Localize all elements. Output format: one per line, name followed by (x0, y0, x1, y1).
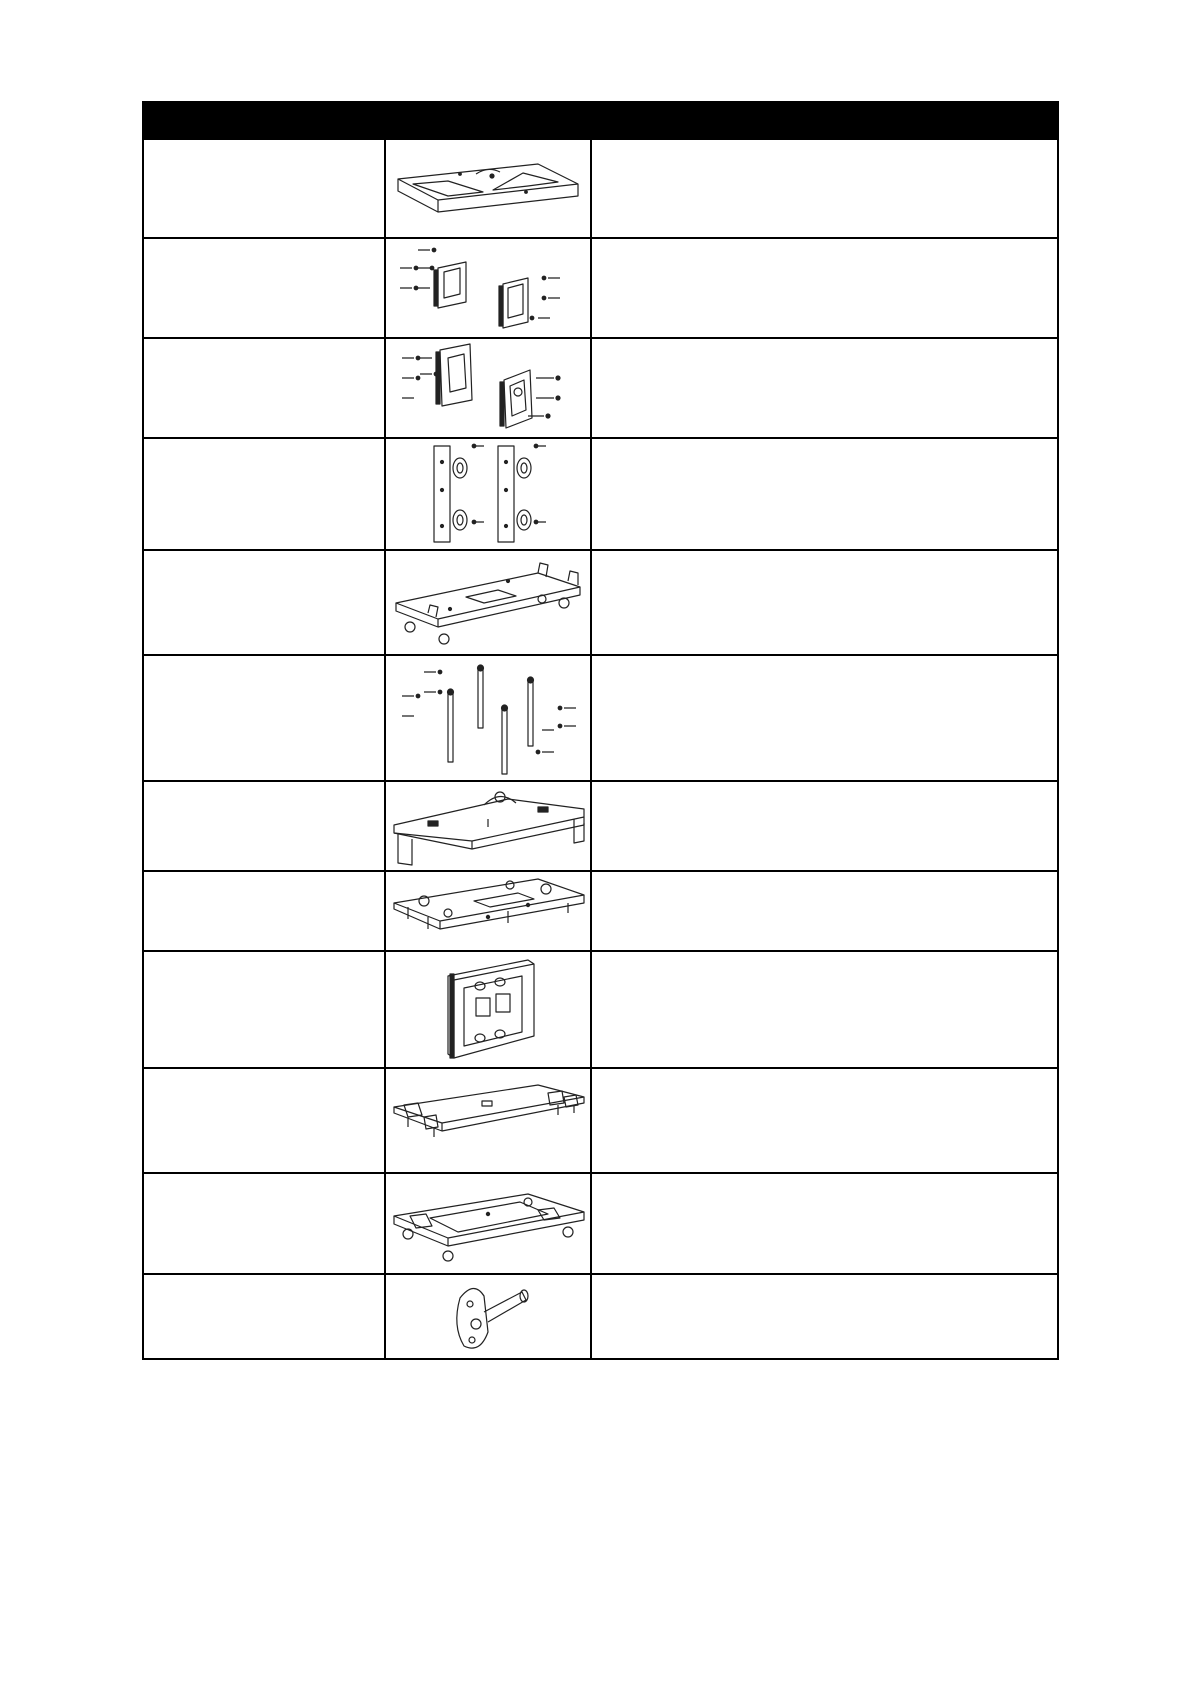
item-name (143, 1173, 385, 1274)
pole-adapter-drawing (388, 1276, 588, 1358)
frame-drawing (388, 144, 588, 234)
link-bars-with-pins-drawing (388, 658, 588, 778)
item-description (591, 871, 1058, 951)
flying-bar-drawing (388, 783, 588, 869)
item-image-cell (385, 1068, 591, 1173)
item-description (591, 139, 1058, 238)
item-image-cell (385, 951, 591, 1068)
header-image (385, 102, 591, 139)
table-row (143, 238, 1058, 338)
item-name (143, 655, 385, 781)
table-row (143, 1173, 1058, 1274)
table-row (143, 871, 1058, 951)
table-row (143, 781, 1058, 871)
table-row (143, 655, 1058, 781)
item-name (143, 238, 385, 338)
item-description (591, 951, 1058, 1068)
stacking-plate-drawing (388, 873, 588, 949)
item-description (591, 1068, 1058, 1173)
table-row (143, 1068, 1058, 1173)
item-description (591, 438, 1058, 550)
caster-dolly-board-drawing (388, 553, 588, 653)
item-image-cell (385, 238, 591, 338)
mounting-frame-drawing (388, 954, 588, 1066)
item-image-cell (385, 871, 591, 951)
table-row (143, 951, 1058, 1068)
item-name (143, 139, 385, 238)
item-image-cell (385, 338, 591, 438)
table-header-row (143, 102, 1058, 139)
caster-plates-drawing (388, 440, 588, 548)
cover-board-drawing (388, 1071, 588, 1171)
item-description (591, 1274, 1058, 1359)
item-image-cell (385, 139, 591, 238)
item-image-cell (385, 1274, 591, 1359)
item-name (143, 1274, 385, 1359)
angled-brackets-with-pins-drawing (388, 340, 588, 436)
table-row (143, 139, 1058, 238)
side-brackets-with-pins-drawing (388, 240, 588, 336)
item-description (591, 781, 1058, 871)
item-description (591, 550, 1058, 655)
item-description (591, 338, 1058, 438)
table-row (143, 438, 1058, 550)
item-description (591, 238, 1058, 338)
item-name (143, 781, 385, 871)
item-name (143, 338, 385, 438)
item-image-cell (385, 655, 591, 781)
header-description (591, 102, 1058, 139)
item-image-cell (385, 438, 591, 550)
item-image-cell (385, 781, 591, 871)
caster-frame-drawing (388, 1176, 588, 1272)
item-name (143, 1068, 385, 1173)
item-name (143, 438, 385, 550)
table-row (143, 1274, 1058, 1359)
table-row (143, 550, 1058, 655)
item-name (143, 550, 385, 655)
item-image-cell (385, 550, 591, 655)
accessory-table (142, 101, 1059, 1360)
table-row (143, 338, 1058, 438)
item-name (143, 871, 385, 951)
item-description (591, 1173, 1058, 1274)
item-name (143, 951, 385, 1068)
header-name (143, 102, 385, 139)
item-description (591, 655, 1058, 781)
item-image-cell (385, 1173, 591, 1274)
